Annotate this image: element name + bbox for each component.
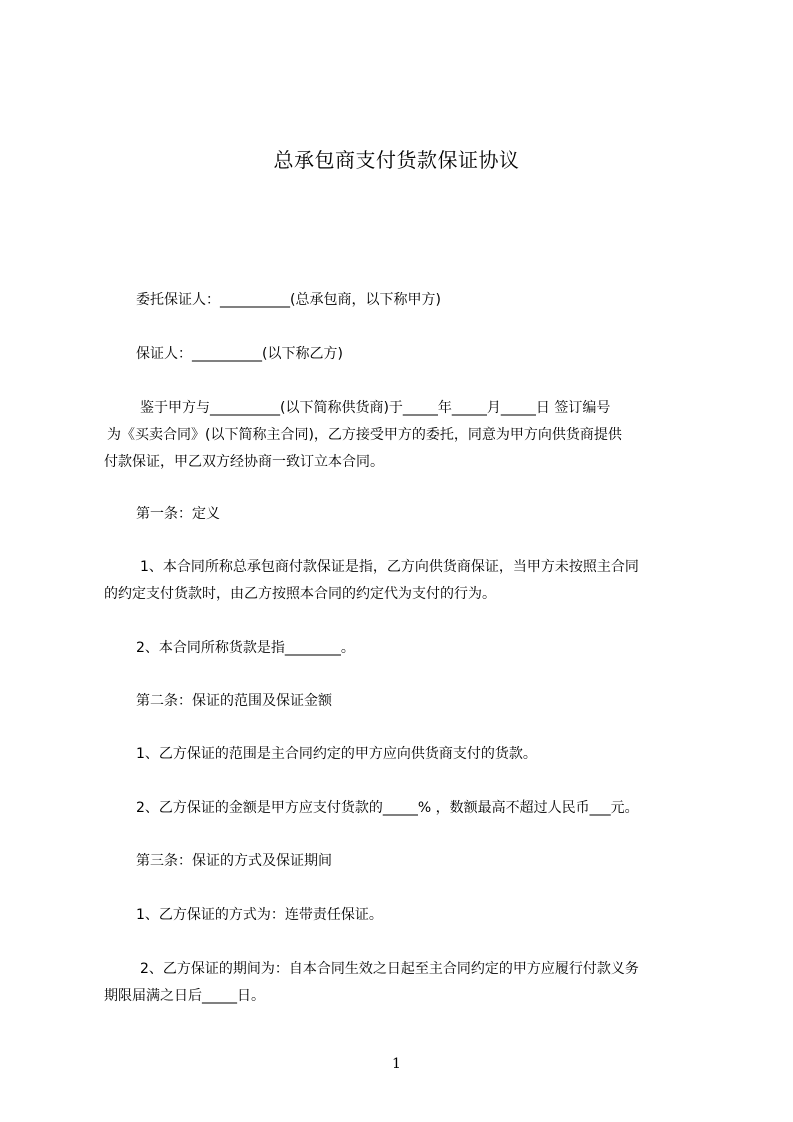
article-3-item-2-line-1: 2、乙方保证的期间为：自本合同生效之日起至主合同约定的甲方应履行付款义务 (140, 961, 639, 977)
article-3-item-2-line-2: 期限届满之日后_____日。 (104, 988, 265, 1004)
article-2-item-1: 1、乙方保证的范围是主合同约定的甲方应向供货商支付的货款。 (136, 746, 537, 762)
preamble-line-2: 为《买卖合同》(以下简称主合同)，乙方接受甲方的委托，同意为甲方向供货商提供 (107, 427, 622, 443)
article-1-item-1-line-2: 的约定支付货款时，由乙方按照本合同的约定代为支付的行为。 (104, 586, 496, 602)
article-2-heading: 第二条：保证的范围及保证金额 (136, 693, 332, 709)
article-3-item-1: 1、乙方保证的方式为：连带责任保证。 (136, 907, 383, 923)
article-3-heading: 第三条：保证的方式及保证期间 (136, 853, 332, 869)
article-1-heading: 第一条：定义 (136, 506, 220, 522)
document-title: 总承包商支付货款保证协议 (273, 148, 520, 172)
article-1-item-1-line-1: 1、本合同所称总承包商付款保证是指，乙方向供货商保证，当甲方未按照主合同 (140, 559, 639, 575)
party-a-line: 委托保证人：__________(总承包商，以下称甲方) (136, 292, 441, 308)
article-2-item-2: 2、乙方保证的金额是甲方应支付货款的_____% ，数额最高不超过人民币___元。 (136, 800, 639, 816)
preamble-line-3: 付款保证，甲乙双方经协商一致订立本合同。 (104, 454, 384, 470)
page-number: 1 (392, 1056, 401, 1072)
article-1-item-2: 2、本合同所称货款是指________。 (136, 640, 355, 656)
party-b-line: 保证人：__________(以下称乙方) (136, 346, 343, 362)
preamble-line-1: 鉴于甲方与__________(以下简称供货商)于_____年_____月_____日 签订编号 (140, 400, 611, 416)
